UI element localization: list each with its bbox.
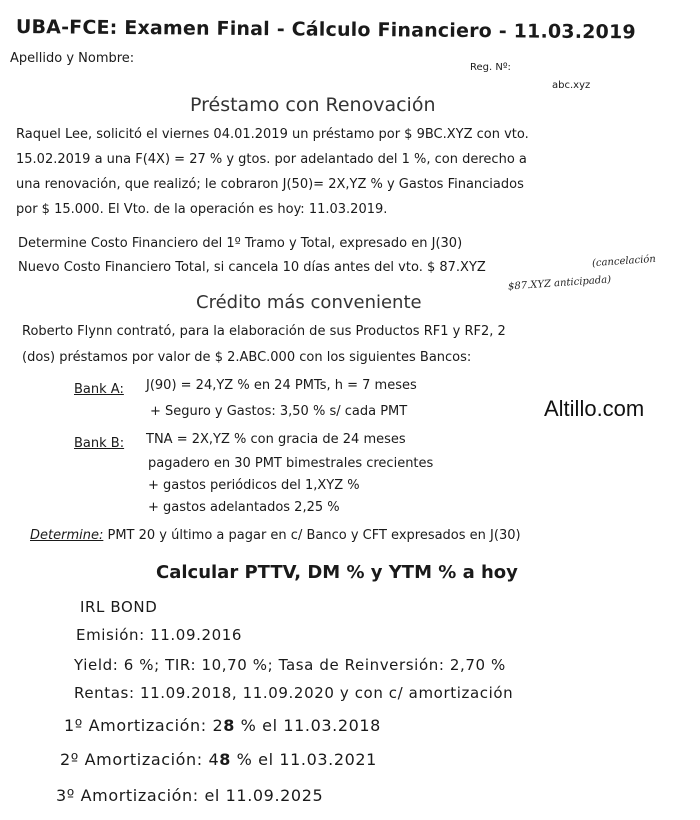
section2-intro-2: (dos) préstamos por valor de $ 2.ABC.000 con los siguientes Bancos: [22, 350, 472, 365]
bank-a-line-2: + Seguro y Gastos: 3,50 % s/ cada PMT [150, 404, 408, 419]
paragraph-line: 15.02.2019 a una F(4X) = 27 % y gtos. por adelantado del 1 %, con derecho a [16, 152, 527, 167]
section1-heading: Préstamo con Renovación [190, 94, 436, 116]
determine-text: PMT 20 y último a pagar en c/ Banco y CFT expresados en J(30) [107, 528, 521, 543]
amortizacion-2-digit: 8 [219, 750, 231, 769]
bank-a-line-1: J(90) = 24,YZ % en 24 PMTs, h = 7 meses [146, 378, 417, 393]
section1-paragraph [16, 122, 529, 222]
bank-b-label: Bank B: [74, 436, 125, 451]
bond-rentas: Rentas: 11.09.2018, 11.09.2020 y con c/ amortización [74, 684, 514, 702]
reg-value: abc.xyz [552, 80, 591, 91]
paragraph-line: una renovación, que realizó; le cobraron J(50)= 2X,YZ % y Gastos Financiados [16, 177, 524, 192]
bank-b-line-4: + gastos adelantados 2,25 % [148, 500, 340, 515]
section2-intro-1: Roberto Flynn contrató, para la elaboración de sus Productos RF1 y RF2, 2 [22, 324, 506, 339]
determine-line [30, 528, 521, 543]
amortizacion-1 [64, 716, 381, 735]
amortizacion-2-text: 2º Amortización: 4 [60, 750, 220, 769]
amortizacion-3: 3º Amortización: el 11.09.2025 [56, 786, 324, 805]
section3-heading: Calcular PTTV, DM % y YTM % a hoy [156, 562, 518, 583]
bank-a-label: Bank A: [74, 382, 124, 397]
bond-emision: Emisión: 11.09.2016 [76, 626, 243, 644]
amortizacion-2-date: % el 11.03.2021 [231, 750, 377, 769]
amortizacion-1-text: 1º Amortización: 2 [64, 716, 224, 735]
exam-title: UBA-FCE: Examen Final - Cálculo Financiero - 11.03.2019 [15, 16, 636, 44]
amortizacion-1-date: % el 11.03.2018 [235, 716, 381, 735]
name-label: Apellido y Nombre: [10, 51, 135, 66]
paragraph-line: Raquel Lee, solicitó el viernes 04.01.2019 un préstamo por $ 9BC.XYZ con vto. [16, 127, 529, 142]
amortizacion-1-digit: 8 [223, 716, 235, 735]
paragraph-line: por $ 15.000. El Vto. de la operación es hoy: 11.03.2019. [16, 202, 388, 217]
reg-label: Reg. Nº: [470, 62, 511, 73]
task1-text: Determine Costo Financiero del 1º Tramo y Total, expresado en J(30) [18, 236, 463, 251]
bond-yield: Yield: 6 %; TIR: 10,70 %; Tasa de Reinversión: 2,70 % [74, 656, 506, 674]
amortizacion-2 [60, 750, 377, 769]
bank-b-line-2: pagadero en 30 PMT bimestrales crecientes [148, 456, 434, 471]
bond-name: IRL BOND [80, 598, 158, 616]
bank-b-line-3: + gastos periódicos del 1,XYZ % [148, 478, 360, 493]
watermark: Altillo.com [544, 396, 645, 421]
bank-b-line-1: TNA = 2X,YZ % con gracia de 24 meses [146, 432, 406, 447]
handwritten-note-2: $87.XYZ anticipada) [507, 274, 612, 293]
handwritten-note-1: (cancelación [591, 253, 657, 270]
task2-text: Nuevo Costo Financiero Total, si cancela 10 días antes del vto. $ 87.XYZ [18, 260, 486, 275]
section2-heading: Crédito más conveniente [196, 292, 422, 313]
determine-label: Determine: [30, 528, 104, 543]
